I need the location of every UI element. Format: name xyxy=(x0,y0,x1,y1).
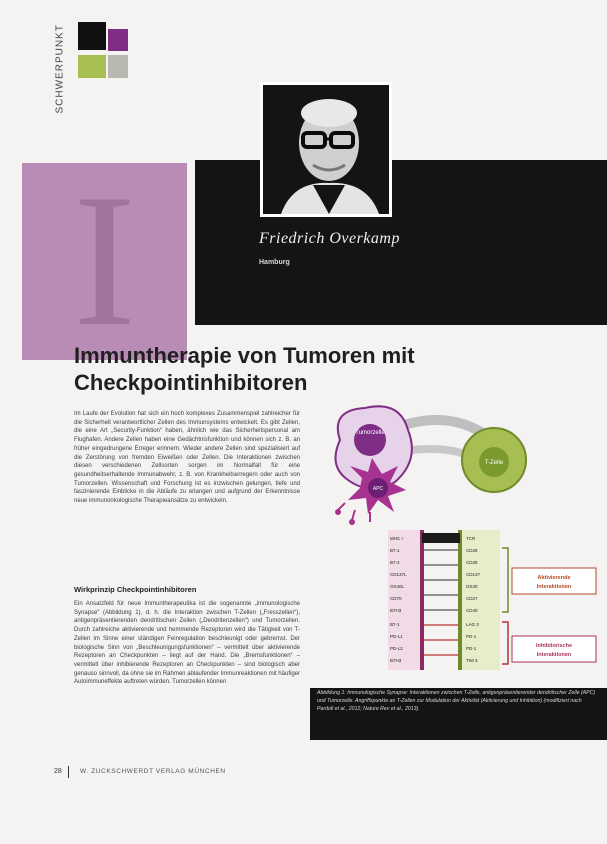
left-receptor: OX40L xyxy=(390,584,405,589)
author-city: Hamburg xyxy=(259,259,290,266)
section-label-text: SCHWERPUNKT xyxy=(54,24,66,114)
figure-caption: Abbildung 1: Immunologische Synapse: Interaktionen zwischen T-Zelle, antigenpräsentierender dendritischer Zelle (APC) und Tumorzelle. Angriffspunkte an T-Zellen zur Modulation der Aktivität (Aktivierung und Inhibition) (modifiziert nach Pardoll et al., 2012; Nature Rev et al., 2013). xyxy=(317,690,596,712)
receptor-links xyxy=(424,550,458,655)
right-receptor: TCR xyxy=(466,536,476,541)
activating-label-2: Interaktionen xyxy=(536,584,572,590)
right-receptor: PD-1 xyxy=(466,646,477,651)
left-receptor: PD-L2 xyxy=(390,646,403,651)
left-receptor: MHC I xyxy=(390,536,403,541)
activating-label-1: Aktivierende xyxy=(537,575,571,581)
footer-divider xyxy=(68,766,69,778)
inhibiting-label-2: Interaktionen xyxy=(536,652,572,658)
t-cell xyxy=(462,428,526,492)
right-receptor: CD28 xyxy=(466,548,478,553)
page-number: 28 xyxy=(54,768,62,775)
left-receptor: B7-2 xyxy=(390,560,400,565)
t-cell-label: T-Zelle xyxy=(484,460,504,466)
inhibiting-label-box xyxy=(512,636,596,662)
left-receptor: B7-1 xyxy=(390,622,400,627)
right-receptor: OX40 xyxy=(466,584,478,589)
header-band xyxy=(195,160,607,325)
right-receptor: CD40 xyxy=(466,608,478,613)
synapse-figure xyxy=(310,400,600,688)
tumor-cell-label: Tumorzelle xyxy=(355,430,385,436)
intro-paragraph xyxy=(74,410,300,506)
color-square-gray xyxy=(108,55,128,78)
inhibiting-label-1: Inhibitorische xyxy=(535,643,573,649)
section-text: Ein Ansatzfeld für neue Immuntherapeutika ist die sogenannte „immunologische Synapse“ (Abbildung 1), d. h. die Interaktion zwischen T-Zellen („Fresszellen“), antigenpräsentierenden dendritischen Zellen („Dendritenzellen“) und Tumorzellen. Durch zahlreiche aktivierende und hemmende Rezeptoren wird die Tätigkeit von T-Zellen im Sinne einer ständigen Feinregulation beschleunigt oder gebremst. Der biologische Sinn von „Beschleunigungsfunktionen“ – vermittelt über aktivierende Rezeptoren an Checkpunkten – liegt auf der Hand. Die „Bremsfunktionen“ – vermittelt über inhibierende Rezeptoren an Checkpunkten – sind biologisch aber genauso sinnvoll, da ohne sie im Rahmen ablaufender Immunreaktionen mit häufiger Autoimmuneffekte auftreten würden. Tumorzellen können xyxy=(74,601,300,686)
intro-text: Im Laufe der Evolution hat sich ein hoch komplexes Zusammenspiel zahlreicher für die Sicherheit verantwortlicher Zellen des Immunsystems entwickelt. Es gibt Zellen, die eine Art „Security-Funktion“ haben, ähnlich wie das Sicherheitspersonal am Flughafen. Andere Zellen haben eine Gedächtnisfunktion und können sich z. B. an früher eingedrungene Erreger erinnern. Wieder andere Zellen sind spezialisiert auf die Zerstörung von fremden Eiweißen oder Zellen. Die Interaktionen zwischen diesen verschiedenen Zellsorten sorgen im Normalfall für eine gesundheitserhaltende Immunabwehr, z. B. von Krankheitserregern oder auch von Tumorzellen. Wissenschaft und Forschung ist es inzwischen gelungen, tiefe und faszinierende Einblicke in die Abläufe zu erlangen und aufgrund der Erkenntnisse neue immunonkologische Therapieansätze zu entwickeln. xyxy=(74,411,300,505)
right-receptor: TIM 3 xyxy=(466,658,478,663)
author-name: Friedrich Overkamp xyxy=(259,230,400,247)
right-receptor: CD137 xyxy=(466,572,481,577)
left-receptor: B7H3 xyxy=(390,608,402,613)
right-receptor: CD28 xyxy=(466,560,478,565)
section-paragraph xyxy=(74,600,300,687)
right-receptor: LAG 3 xyxy=(466,622,479,627)
right-receptor: PD-1 xyxy=(466,634,477,639)
color-square-green xyxy=(78,55,106,78)
color-square-purple xyxy=(108,29,128,51)
left-receptor: CD70 xyxy=(390,596,402,601)
publisher-name: W. ZUCKSCHWERDT VERLAG MÜNCHEN xyxy=(80,768,226,775)
color-square-black xyxy=(78,22,106,50)
left-receptor: CD137L xyxy=(390,572,407,577)
drop-initial: I xyxy=(72,156,137,366)
section-heading: Wirkprinzip Checkpointinhibitoren xyxy=(74,585,197,594)
left-receptor: B7H3 xyxy=(390,658,402,663)
left-receptor: B7-1 xyxy=(390,548,400,553)
section-label xyxy=(50,18,70,118)
apc-label: APC xyxy=(372,486,384,492)
author-photo xyxy=(263,85,389,214)
article-title: Immuntherapie von Tumoren mit Checkpointinhibitoren xyxy=(74,343,415,395)
activating-label-box xyxy=(512,568,596,594)
right-receptor: CD27 xyxy=(466,596,478,601)
left-receptor: PD-L1 xyxy=(390,634,403,639)
